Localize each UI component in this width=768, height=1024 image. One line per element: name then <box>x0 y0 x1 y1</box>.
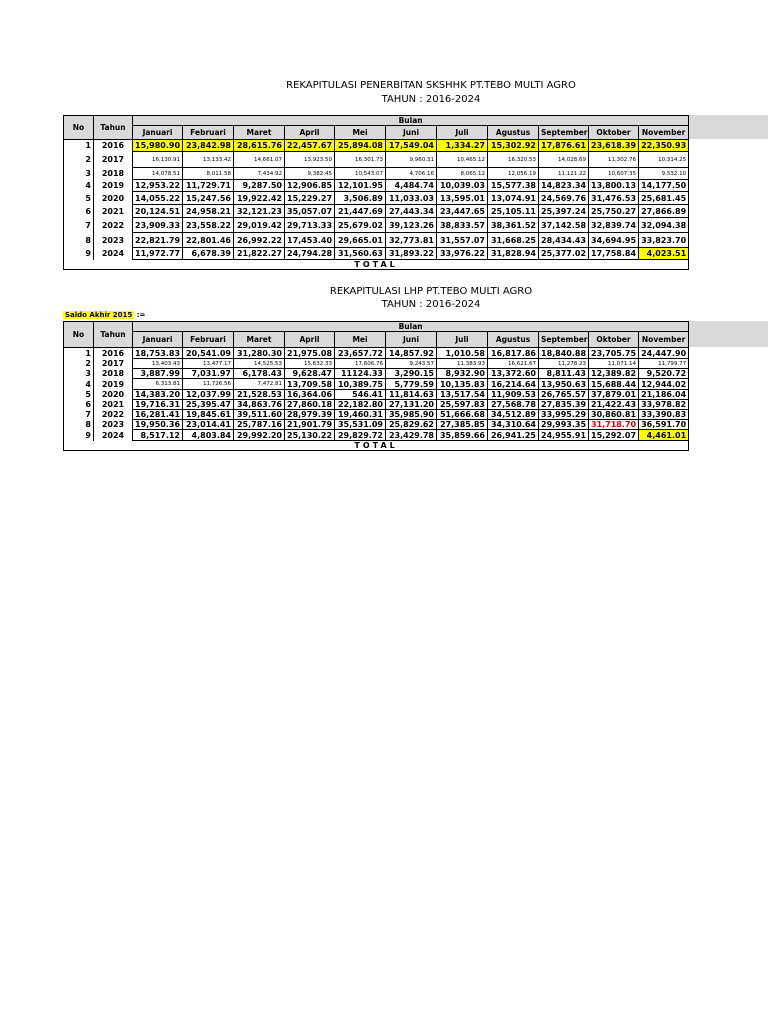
section2-subtitle: TAHUN : 2016-2024 <box>381 299 481 310</box>
table-row <box>64 430 689 441</box>
cell-value: 15,980.90 <box>133 140 183 152</box>
cell-value: 22,457.67 <box>285 140 335 152</box>
cell-value: 6,178.43 <box>234 369 285 379</box>
row-year: 2016 <box>94 140 133 152</box>
table-row <box>64 248 689 260</box>
row-year: 2017 <box>94 152 133 168</box>
cell-value: 12,056.19 <box>488 168 539 180</box>
cell-value: 16,817.86 <box>488 348 539 359</box>
cell-value: 22,350.93 <box>639 140 689 152</box>
cell-value: 31,476.53 <box>589 192 639 205</box>
cell-value: 8,517.12 <box>133 430 183 441</box>
section2-title: REKAPITULASI LHP PT.TEBO MULTI AGRO <box>329 286 533 297</box>
cell-value: 31,668.25 <box>488 233 539 248</box>
row-year: 2016 <box>94 348 133 359</box>
cell-value: 14,823.34 <box>539 180 589 192</box>
cell-value: 14,525.53 <box>234 359 285 369</box>
cell-value: 35,985.90 <box>386 410 437 420</box>
cell-value: 23,909.33 <box>133 218 183 233</box>
total-label: TOTAL <box>64 260 689 270</box>
cell-value: 33,978.82 <box>639 400 689 410</box>
table-row <box>64 233 689 248</box>
header-month-maret: Maret <box>234 126 285 140</box>
header-month-agustus: Agustus <box>488 332 539 348</box>
section1-subtitle: TAHUN : 2016-2024 <box>381 94 481 105</box>
header-month-agustus: Agustus <box>488 126 539 140</box>
cell-value: 24,955.91 <box>539 430 589 441</box>
cell-value: 13,372.60 <box>488 369 539 379</box>
cell-value: 21,186.04 <box>639 390 689 400</box>
cell-value: 33,995.29 <box>539 410 589 420</box>
cell-value: 33,390.83 <box>639 410 689 420</box>
cell-value: 15,577.38 <box>488 180 539 192</box>
cell-value: 3,506.89 <box>335 192 386 205</box>
row-year: 2023 <box>94 233 133 248</box>
cell-value: 11,071.14 <box>589 359 639 369</box>
cell-value: 10,314.25 <box>639 152 689 168</box>
row-number: 1 <box>64 348 94 359</box>
cell-value: 27,835.39 <box>539 400 589 410</box>
cell-value: 546.41 <box>335 390 386 400</box>
cell-value: 16,364.06 <box>285 390 335 400</box>
cell-value: 15,688.44 <box>589 379 639 390</box>
cell-value: 35,859.66 <box>437 430 488 441</box>
header-bulan: Bulan <box>133 116 689 126</box>
row-number: 8 <box>64 233 94 248</box>
cell-value: 13,477.17 <box>183 359 234 369</box>
table-row <box>64 410 689 420</box>
cell-value: 3,887.99 <box>133 369 183 379</box>
cell-value: 34,310.64 <box>488 420 539 430</box>
table-row <box>64 152 689 168</box>
cell-value: 11,814.63 <box>386 390 437 400</box>
cell-value: 16,214.64 <box>488 379 539 390</box>
header-month-mei: Mei <box>335 332 386 348</box>
saldo-akhir <box>63 310 145 320</box>
row-year: 2023 <box>94 420 133 430</box>
cell-value: 15,247.56 <box>183 192 234 205</box>
cell-value: 23,705.75 <box>589 348 639 359</box>
cell-value: 32,094.38 <box>639 218 689 233</box>
cell-value: 17,876.61 <box>539 140 589 152</box>
skshhk-table <box>63 115 689 270</box>
cell-value: 29,829.72 <box>335 430 386 441</box>
cell-value: 27,443.34 <box>386 205 437 218</box>
cell-value: 10,607.35 <box>589 168 639 180</box>
cell-value: 29,713.33 <box>285 218 335 233</box>
cell-value: 19,950.36 <box>133 420 183 430</box>
row-year: 2021 <box>94 205 133 218</box>
cell-value: 19,460.31 <box>335 410 386 420</box>
row-number: 3 <box>64 168 94 180</box>
cell-value: 25,894.08 <box>335 140 386 152</box>
cell-value: 25,105.11 <box>488 205 539 218</box>
row-number: 9 <box>64 248 94 260</box>
cell-value: 15,302.92 <box>488 140 539 152</box>
row-number: 5 <box>64 390 94 400</box>
cell-value: 9,628.47 <box>285 369 335 379</box>
row-year: 2019 <box>94 379 133 390</box>
section1-gray-strip <box>686 115 768 139</box>
cell-value: 21,901.79 <box>285 420 335 430</box>
cell-value: 10,135.83 <box>437 379 488 390</box>
cell-value: 9,520.72 <box>639 369 689 379</box>
table-row <box>64 168 689 180</box>
header-month-oktober: Oktober <box>589 126 639 140</box>
cell-value: 25,681.45 <box>639 192 689 205</box>
row-year: 2020 <box>94 192 133 205</box>
header-month-mei: Mei <box>335 126 386 140</box>
cell-value: 9,243.57 <box>386 359 437 369</box>
header-month-september: September <box>539 126 589 140</box>
cell-value: 29,019.42 <box>234 218 285 233</box>
cell-value: 35,531.09 <box>335 420 386 430</box>
cell-value: 19,922.42 <box>234 192 285 205</box>
cell-value: 27,860.18 <box>285 400 335 410</box>
cell-value: 34,512.89 <box>488 410 539 420</box>
cell-value: 19,845.61 <box>183 410 234 420</box>
cell-value: 38,361.52 <box>488 218 539 233</box>
cell-value: 34,694.95 <box>589 233 639 248</box>
header-month-april: April <box>285 332 335 348</box>
cell-value: 25,787.16 <box>234 420 285 430</box>
cell-value: 28,434.43 <box>539 233 589 248</box>
cell-value: 29,993.35 <box>539 420 589 430</box>
cell-value: 26,765.57 <box>539 390 589 400</box>
table-row <box>64 379 689 390</box>
cell-value: 25,377.02 <box>539 248 589 260</box>
header-no: No <box>64 322 94 348</box>
cell-value: 23,657.72 <box>335 348 386 359</box>
cell-value: 13,403.43 <box>133 359 183 369</box>
cell-value: 10,465.12 <box>437 152 488 168</box>
cell-value: 20,124.51 <box>133 205 183 218</box>
cell-value: 27,568.78 <box>488 400 539 410</box>
row-number: 5 <box>64 192 94 205</box>
cell-value: 15,292.07 <box>589 430 639 441</box>
cell-value: 14,078.51 <box>133 168 183 180</box>
cell-value: 17,549.04 <box>386 140 437 152</box>
cell-value: 13,133.42 <box>183 152 234 168</box>
cell-value: 34,863.76 <box>234 400 285 410</box>
cell-value: 13,074.91 <box>488 192 539 205</box>
cell-value: 33,976.22 <box>437 248 488 260</box>
cell-value: 7,434.92 <box>234 168 285 180</box>
row-year: 2019 <box>94 180 133 192</box>
cell-value: 14,055.22 <box>133 192 183 205</box>
cell-value: 21,422.43 <box>589 400 639 410</box>
cell-value: 9,532.10 <box>639 168 689 180</box>
cell-value: 28,615.76 <box>234 140 285 152</box>
cell-value: 12,101.95 <box>335 180 386 192</box>
row-number: 4 <box>64 180 94 192</box>
cell-value: 21,528.53 <box>234 390 285 400</box>
row-number: 8 <box>64 420 94 430</box>
cell-value: 14,661.07 <box>234 152 285 168</box>
cell-value: 17,453.40 <box>285 233 335 248</box>
cell-value: 26,992.22 <box>234 233 285 248</box>
cell-value: 31,557.07 <box>437 233 488 248</box>
header-month-november: November <box>639 126 689 140</box>
cell-value: 8,932.90 <box>437 369 488 379</box>
cell-value: 32,773.81 <box>386 233 437 248</box>
cell-value: 24,794.28 <box>285 248 335 260</box>
saldo-akhir-suffix: := <box>136 311 146 319</box>
cell-value: 8,065.12 <box>437 168 488 180</box>
cell-value: 11,972.77 <box>133 248 183 260</box>
cell-value: 18,753.83 <box>133 348 183 359</box>
cell-value: 18,840.88 <box>539 348 589 359</box>
cell-value: 9,960.31 <box>386 152 437 168</box>
cell-value: 13,800.13 <box>589 180 639 192</box>
cell-value: 31,893.22 <box>386 248 437 260</box>
cell-value: 6,678.39 <box>183 248 234 260</box>
cell-value: 4,484.74 <box>386 180 437 192</box>
cell-value: 14,177.50 <box>639 180 689 192</box>
header-month-januari: Januari <box>133 126 183 140</box>
saldo-akhir-label: Saldo Akhir 2015 <box>65 311 133 319</box>
cell-value: 35,057.07 <box>285 205 335 218</box>
cell-value: 51,666.68 <box>437 410 488 420</box>
cell-value: 19,716.31 <box>133 400 183 410</box>
cell-value: 17,758.84 <box>589 248 639 260</box>
cell-value: 32,839.74 <box>589 218 639 233</box>
cell-value: 15,632.33 <box>285 359 335 369</box>
cell-value: 13,517.54 <box>437 390 488 400</box>
cell-value: 13,923.50 <box>285 152 335 168</box>
cell-value: 4,706.16 <box>386 168 437 180</box>
section2-gray-strip <box>686 321 768 347</box>
cell-value: 31,560.63 <box>335 248 386 260</box>
row-year: 2017 <box>94 359 133 369</box>
cell-value: 14,028.69 <box>539 152 589 168</box>
cell-value: 37,142.58 <box>539 218 589 233</box>
cell-value: 20,541.09 <box>183 348 234 359</box>
cell-value: 27,385.85 <box>437 420 488 430</box>
cell-value: 11,909.53 <box>488 390 539 400</box>
cell-value: 39,123.26 <box>386 218 437 233</box>
table-row <box>64 205 689 218</box>
cell-value: 11124.33 <box>335 369 386 379</box>
cell-value: 4,461.01 <box>639 430 689 441</box>
cell-value: 4,803.84 <box>183 430 234 441</box>
lhp-table <box>63 321 689 451</box>
cell-value: 16,320.53 <box>488 152 539 168</box>
header-month-juli: Juli <box>437 126 488 140</box>
cell-value: 16,130.91 <box>133 152 183 168</box>
cell-value: 12,906.85 <box>285 180 335 192</box>
header-month-april: April <box>285 126 335 140</box>
cell-value: 14,383.20 <box>133 390 183 400</box>
cell-value: 13,950.63 <box>539 379 589 390</box>
cell-value: 25,397.24 <box>539 205 589 218</box>
cell-value: 25,750.27 <box>589 205 639 218</box>
cell-value: 1,334.27 <box>437 140 488 152</box>
cell-value: 25,130.22 <box>285 430 335 441</box>
table-row <box>64 180 689 192</box>
cell-value: 32,121.23 <box>234 205 285 218</box>
cell-value: 11,799.77 <box>639 359 689 369</box>
cell-value: 29,665.01 <box>335 233 386 248</box>
cell-value: 11,302.76 <box>589 152 639 168</box>
cell-value: 24,447.90 <box>639 348 689 359</box>
cell-value: 7,472.81 <box>234 379 285 390</box>
table-row <box>64 420 689 430</box>
cell-value: 7,031.97 <box>183 369 234 379</box>
header-bulan: Bulan <box>133 322 689 332</box>
cell-value: 23,558.22 <box>183 218 234 233</box>
cell-value: 25,597.83 <box>437 400 488 410</box>
cell-value: 8,811.43 <box>539 369 589 379</box>
row-number: 6 <box>64 205 94 218</box>
header-month-januari: Januari <box>133 332 183 348</box>
section1-title: REKAPITULASI PENERBITAN SKSHHK PT.TEBO MULTI AGRO <box>286 80 576 91</box>
cell-value: 11,383.93 <box>437 359 488 369</box>
table-row <box>64 348 689 359</box>
cell-value: 31,718.70 <box>589 420 639 430</box>
cell-value: 11,121.22 <box>539 168 589 180</box>
cell-value: 12,389.82 <box>589 369 639 379</box>
cell-value: 25,395.47 <box>183 400 234 410</box>
table-row <box>64 192 689 205</box>
cell-value: 21,822.27 <box>234 248 285 260</box>
cell-value: 6,313.81 <box>133 379 183 390</box>
cell-value: 33,823.70 <box>639 233 689 248</box>
table-row <box>64 359 689 369</box>
cell-value: 10,039.03 <box>437 180 488 192</box>
cell-value: 22,182.80 <box>335 400 386 410</box>
row-year: 2022 <box>94 410 133 420</box>
cell-value: 16,301.73 <box>335 152 386 168</box>
cell-value: 25,829.62 <box>386 420 437 430</box>
cell-value: 11,278.23 <box>539 359 589 369</box>
row-number: 2 <box>64 359 94 369</box>
header-month-juni: Juni <box>386 126 437 140</box>
cell-value: 16,621.67 <box>488 359 539 369</box>
header-no: No <box>64 116 94 140</box>
row-number: 3 <box>64 369 94 379</box>
header-tahun: Tahun <box>94 116 133 140</box>
row-number: 4 <box>64 379 94 390</box>
cell-value: 37,879.01 <box>589 390 639 400</box>
row-year: 2022 <box>94 218 133 233</box>
cell-value: 5,779.59 <box>386 379 437 390</box>
cell-value: 31,828.94 <box>488 248 539 260</box>
header-tahun: Tahun <box>94 322 133 348</box>
cell-value: 26,941.25 <box>488 430 539 441</box>
cell-value: 38,833.57 <box>437 218 488 233</box>
cell-value: 28,979.39 <box>285 410 335 420</box>
cell-value: 11,729.71 <box>183 180 234 192</box>
cell-value: 12,953.22 <box>133 180 183 192</box>
row-year: 2018 <box>94 168 133 180</box>
row-year: 2024 <box>94 248 133 260</box>
cell-value: 24,958.21 <box>183 205 234 218</box>
row-year: 2024 <box>94 430 133 441</box>
header-month-februari: Februari <box>183 332 234 348</box>
cell-value: 11,726.56 <box>183 379 234 390</box>
row-number: 2 <box>64 152 94 168</box>
row-number: 7 <box>64 410 94 420</box>
table-row <box>64 218 689 233</box>
cell-value: 14,857.92 <box>386 348 437 359</box>
header-month-maret: Maret <box>234 332 285 348</box>
total-label: TOTAL <box>64 441 689 451</box>
cell-value: 39,511.60 <box>234 410 285 420</box>
cell-value: 22,821.79 <box>133 233 183 248</box>
header-month-september: September <box>539 332 589 348</box>
cell-value: 36,591.70 <box>639 420 689 430</box>
table-row <box>64 369 689 379</box>
cell-value: 8,011.58 <box>183 168 234 180</box>
cell-value: 10,389.75 <box>335 379 386 390</box>
cell-value: 13,595.01 <box>437 192 488 205</box>
cell-value: 17,606.76 <box>335 359 386 369</box>
cell-value: 10,543.07 <box>335 168 386 180</box>
cell-value: 25,679.02 <box>335 218 386 233</box>
header-month-juli: Juli <box>437 332 488 348</box>
cell-value: 30,860.81 <box>589 410 639 420</box>
header-month-juni: Juni <box>386 332 437 348</box>
cell-value: 13,709.58 <box>285 379 335 390</box>
table-row <box>64 140 689 152</box>
header-month-november: November <box>639 332 689 348</box>
cell-value: 23,429.78 <box>386 430 437 441</box>
cell-value: 3,290.15 <box>386 369 437 379</box>
cell-value: 27,131.20 <box>386 400 437 410</box>
cell-value: 31,280.30 <box>234 348 285 359</box>
header-month-februari: Februari <box>183 126 234 140</box>
cell-value: 12,037.99 <box>183 390 234 400</box>
cell-value: 16,281.41 <box>133 410 183 420</box>
row-year: 2020 <box>94 390 133 400</box>
cell-value: 29,992.20 <box>234 430 285 441</box>
row-year: 2018 <box>94 369 133 379</box>
cell-value: 22,801.46 <box>183 233 234 248</box>
cell-value: 15,229.27 <box>285 192 335 205</box>
cell-value: 9,287.50 <box>234 180 285 192</box>
cell-value: 27,866.89 <box>639 205 689 218</box>
cell-value: 23,447.65 <box>437 205 488 218</box>
cell-value: 21,447.69 <box>335 205 386 218</box>
cell-value: 24,569.76 <box>539 192 589 205</box>
cell-value: 23,842.98 <box>183 140 234 152</box>
cell-value: 23,618.39 <box>589 140 639 152</box>
cell-value: 23,014.41 <box>183 420 234 430</box>
row-number: 6 <box>64 400 94 410</box>
row-number: 1 <box>64 140 94 152</box>
row-number: 9 <box>64 430 94 441</box>
header-month-oktober: Oktober <box>589 332 639 348</box>
row-year: 2021 <box>94 400 133 410</box>
row-number: 7 <box>64 218 94 233</box>
cell-value: 1,010.58 <box>437 348 488 359</box>
cell-value: 11,033.03 <box>386 192 437 205</box>
cell-value: 4,023.51 <box>639 248 689 260</box>
table-row <box>64 400 689 410</box>
table-row <box>64 390 689 400</box>
cell-value: 12,944.02 <box>639 379 689 390</box>
cell-value: 9,382.45 <box>285 168 335 180</box>
cell-value: 21,975.08 <box>285 348 335 359</box>
